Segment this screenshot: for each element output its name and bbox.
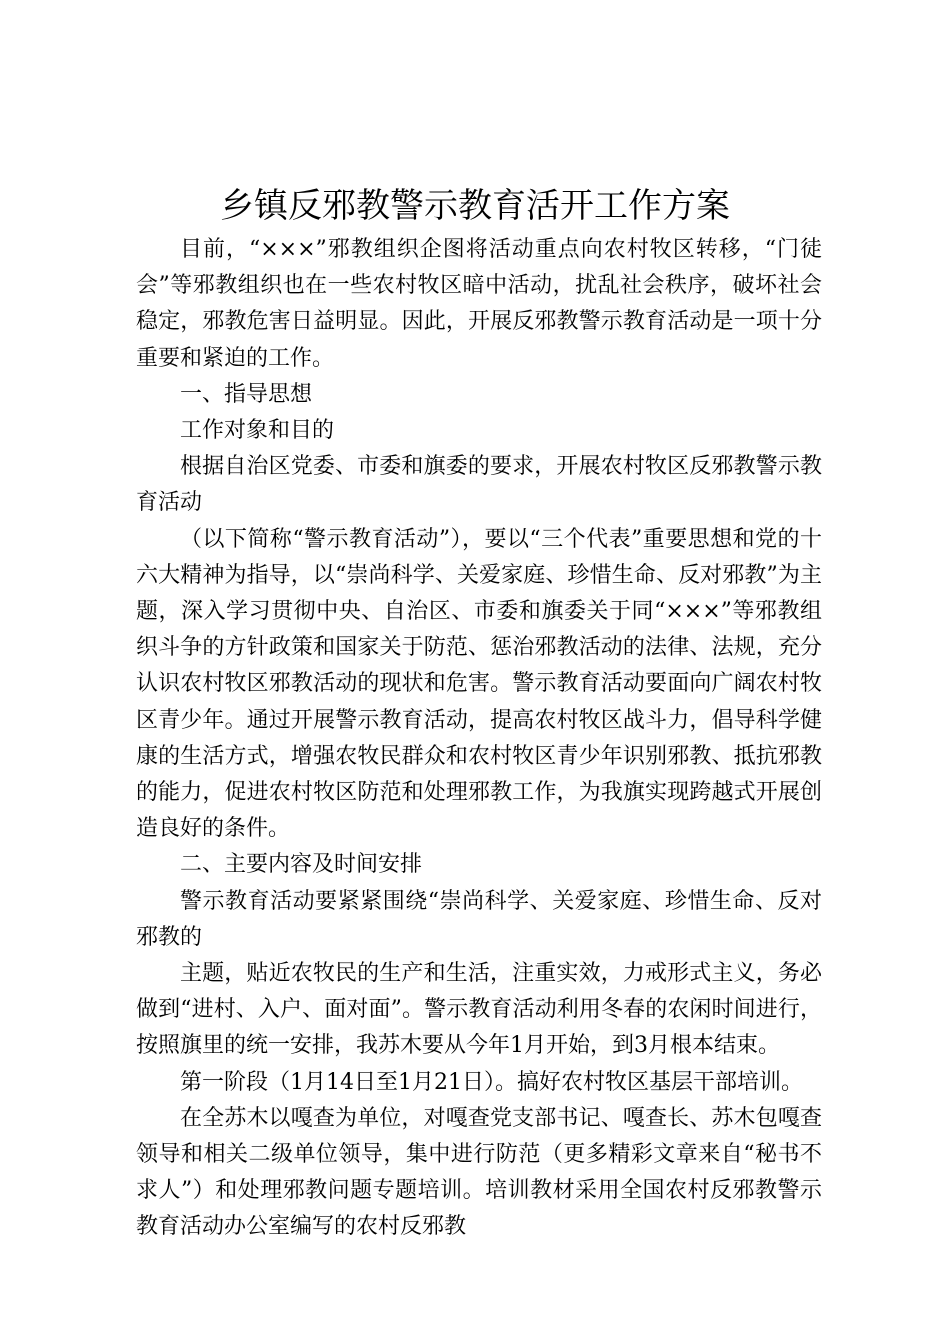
paragraph-intro: 目前，“×××”邪教组织企图将活动重点向农村牧区转移，“门徒会”等邪教组织也在一些农村牧区暗中活动，扰乱社会秩序，破坏社会稳定，邪教危害日益明显。因此，开展反邪教警示教育活动是一项十分重要和紧迫的工作。 xyxy=(136,237,822,371)
paragraph-theme: 警示教育活动要紧紧围绕“崇尚科学、关爱家庭、珍惜生命、反对邪教的 xyxy=(136,888,822,950)
paragraph-training: 在全苏木以嘎查为单位，对嘎查党支部书记、嘎查长、苏木包嘎查领导和相关二级单位领导，集中进行防范（更多精彩文章来自“秘书不求人”）和处理邪教问题专题培训。培训教材采用全国农村反邪教警示教育活动办公室编写的农村反邪教 xyxy=(136,1105,822,1240)
document-body xyxy=(136,232,822,1246)
heading-guiding-thought: 一、指导思想 xyxy=(180,381,313,407)
paragraph-phase-one: 第一阶段（1月14日至1月21日）。搞好农村牧区基层干部培训。 xyxy=(180,1069,803,1095)
paragraph-guiding-principles: （以下简称“警示教育活动”），要以“三个代表”重要思想和党的十六大精神为指导，以“崇尚科学、关爱家庭、珍惜生命、反对邪教”为主题，深入学习贯彻中央、自治区、市委和旗委关于同“×××”等邪教组织斗争的方针政策和国家关于防范、惩治邪教活动的法律、法规，充分认识农村牧区邪教活动的现状和危害。警示教育活动要面向广阔农村牧区青少年。通过开展警示教育活动，提高农村牧区战斗力，倡导科学健康的生活方式，增强农牧民群众和农村牧区青少年识别邪教、抵抗邪教的能力，促进农村牧区防范和处理邪教工作，为我旗实现跨越式开展创造良好的条件。 xyxy=(136,526,822,842)
paragraph-requirements: 根据自治区党委、市委和旗委的要求，开展农村牧区反邪教警示教育活动 xyxy=(136,454,822,516)
subheading-target-purpose: 工作对象和目的 xyxy=(180,418,335,444)
paragraph-schedule: 主题，贴近农牧民的生产和生活，注重实效，力戒形式主义，务必做到“进村、入户、面对面”。警示教育活动利用冬春的农闲时间进行，按照旗里的统一安排，我苏木要从今年1月开始，到3月根本结束。 xyxy=(136,961,822,1059)
document-title: 乡镇反邪教警示教育活开工作方案 xyxy=(220,186,730,226)
heading-content-schedule: 二、主要内容及时间安排 xyxy=(180,852,423,878)
